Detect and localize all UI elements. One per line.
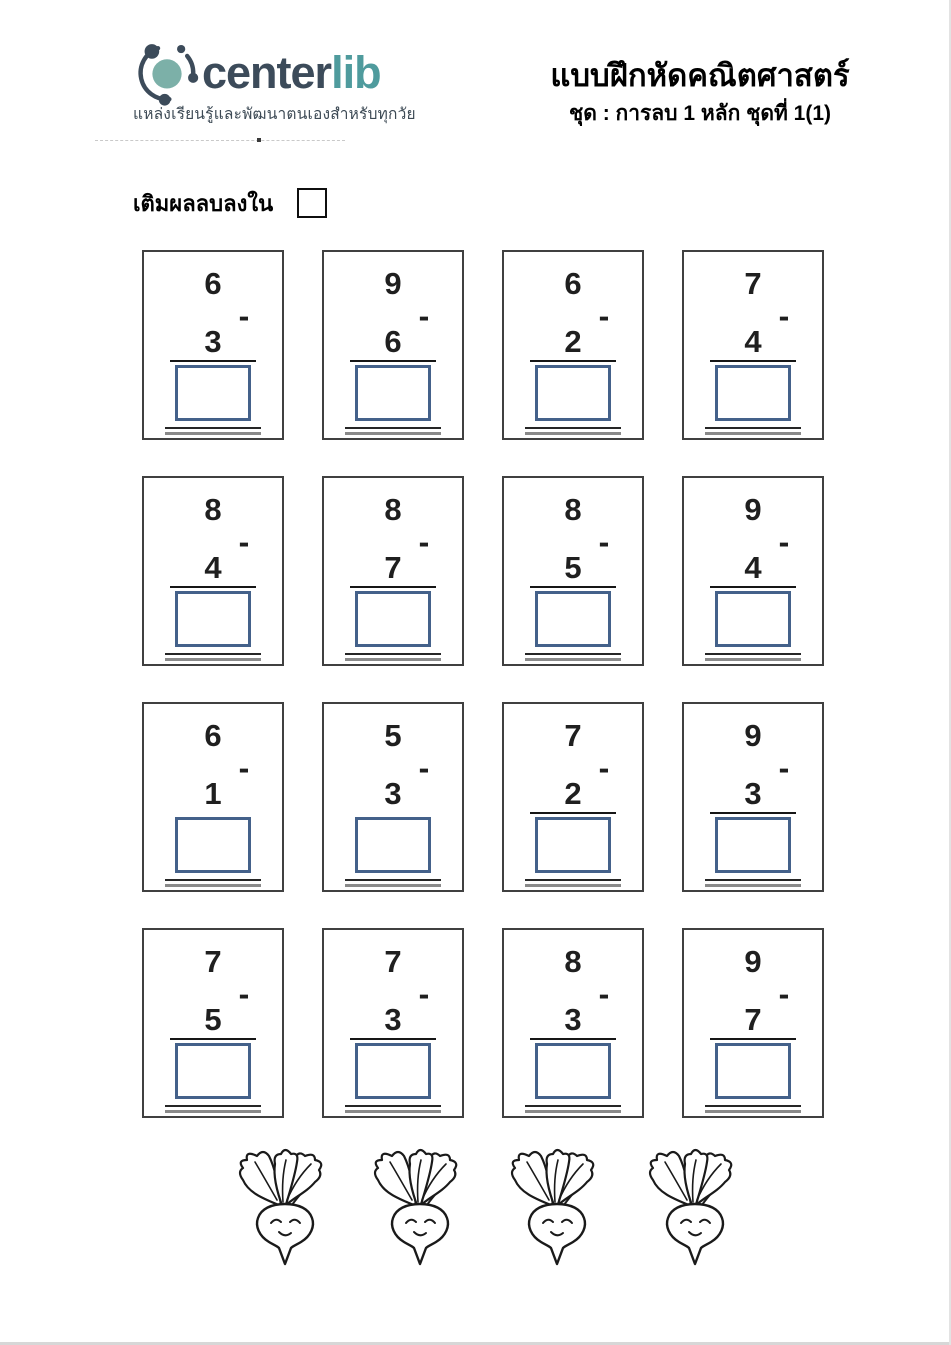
subtrahend: 4 [744, 324, 762, 359]
minus-sign: - [598, 298, 610, 334]
centerlib-logo-icon [128, 32, 206, 110]
subtraction-line [530, 360, 616, 362]
worksheet-subtitle: ชุด : การลบ 1 หลัก ชุดที่ 1(1) [568, 102, 832, 125]
result-double-line [345, 879, 441, 887]
subtraction-line [710, 812, 796, 814]
radish-illustration [503, 1148, 613, 1288]
minus-sign: - [238, 976, 250, 1012]
brand-lib: lib [331, 47, 381, 98]
minuend: 8 [564, 944, 582, 979]
minus-sign: - [778, 750, 790, 786]
radish-row [0, 1148, 951, 1293]
subtrahend: 5 [204, 1002, 222, 1037]
problem-card [682, 928, 824, 1118]
subtraction-line [170, 1038, 256, 1040]
result-double-line [165, 1105, 261, 1113]
subtrahend: 3 [204, 324, 222, 359]
minuend: 6 [204, 718, 222, 753]
title-block [480, 55, 920, 128]
minuend: 8 [384, 492, 402, 527]
minus-sign: - [778, 298, 790, 334]
minuend: 6 [204, 266, 222, 301]
minuend: 8 [564, 492, 582, 527]
subtrahend: 7 [384, 550, 402, 585]
problem-card [142, 702, 284, 892]
answer-box[interactable] [355, 365, 431, 421]
minuend: 9 [744, 944, 762, 979]
answer-box[interactable] [535, 1043, 611, 1099]
result-double-line [345, 1105, 441, 1113]
minuend: 9 [384, 266, 402, 301]
subtraction-line [170, 586, 256, 588]
answer-box[interactable] [175, 1043, 251, 1099]
answer-box[interactable] [715, 365, 791, 421]
brand-center: center [202, 47, 332, 98]
subtraction-line [530, 1038, 616, 1040]
subtraction-line [350, 1038, 436, 1040]
instruction-text: เติมผลลบลงใน [133, 190, 274, 216]
minus-sign: - [598, 750, 610, 786]
problem-card [682, 250, 824, 440]
result-double-line [525, 653, 621, 661]
radish-illustration [366, 1148, 476, 1288]
subtraction-line [530, 586, 616, 588]
minus-sign: - [778, 976, 790, 1012]
minus-sign: - [418, 976, 430, 1012]
subtrahend: 7 [744, 1002, 762, 1037]
minuend: 8 [204, 492, 222, 527]
problem-card [322, 476, 464, 666]
subtraction-line [170, 360, 256, 362]
minus-sign: - [238, 750, 250, 786]
minuend: 7 [384, 944, 402, 979]
answer-box[interactable] [715, 817, 791, 873]
minus-sign: - [418, 750, 430, 786]
answer-box[interactable] [535, 591, 611, 647]
result-double-line [165, 653, 261, 661]
answer-box[interactable] [715, 591, 791, 647]
result-double-line [345, 427, 441, 435]
subtraction-line [530, 812, 616, 814]
minuend: 9 [744, 718, 762, 753]
problem-card [322, 702, 464, 892]
result-double-line [525, 427, 621, 435]
answer-box[interactable] [175, 365, 251, 421]
problem-card [142, 250, 284, 440]
radish-illustration [641, 1148, 751, 1288]
problem-card [682, 702, 824, 892]
subtrahend: 6 [384, 324, 402, 359]
subtrahend: 3 [564, 1002, 582, 1037]
problems-grid [142, 250, 824, 1118]
result-double-line [705, 427, 801, 435]
subtrahend: 3 [384, 1002, 402, 1037]
problem-card [502, 928, 644, 1118]
result-double-line [705, 879, 801, 887]
problem-card [322, 250, 464, 440]
result-double-line [165, 427, 261, 435]
subtraction-line [710, 360, 796, 362]
minus-sign: - [238, 298, 250, 334]
result-double-line [345, 653, 441, 661]
subtrahend: 1 [204, 776, 222, 811]
brand-wordmark [202, 48, 381, 98]
answer-box[interactable] [535, 365, 611, 421]
subtraction-line [710, 586, 796, 588]
answer-box[interactable] [355, 591, 431, 647]
minus-sign: - [418, 524, 430, 560]
worksheet-title: แบบฝึกหัดคณิตศาสตร์ [550, 58, 850, 93]
answer-box[interactable] [355, 1043, 431, 1099]
problem-card [502, 476, 644, 666]
minus-sign: - [778, 524, 790, 560]
instruction-sample-box [297, 188, 327, 218]
minus-sign: - [238, 524, 250, 560]
minuend: 6 [564, 266, 582, 301]
subtrahend: 3 [384, 776, 402, 811]
subtrahend: 5 [564, 550, 582, 585]
minus-sign: - [598, 524, 610, 560]
faint-scan-line [95, 140, 345, 141]
minuend: 7 [204, 944, 222, 979]
answer-box[interactable] [355, 817, 431, 873]
result-double-line [705, 653, 801, 661]
result-double-line [165, 879, 261, 887]
subtraction-line [350, 586, 436, 588]
problem-card [502, 250, 644, 440]
radish-illustration [231, 1148, 341, 1288]
answer-box[interactable] [175, 817, 251, 873]
problem-card [322, 928, 464, 1118]
result-double-line [525, 1105, 621, 1113]
minuend: 7 [564, 718, 582, 753]
answer-box[interactable] [535, 817, 611, 873]
answer-box[interactable] [715, 1043, 791, 1099]
subtraction-line [710, 1038, 796, 1040]
minuend: 9 [744, 492, 762, 527]
subtrahend: 3 [744, 776, 762, 811]
minus-sign: - [418, 298, 430, 334]
result-double-line [705, 1105, 801, 1113]
scan-dot [257, 138, 261, 142]
subtrahend: 2 [564, 324, 582, 359]
subtrahend: 2 [564, 776, 582, 811]
result-double-line [525, 879, 621, 887]
problem-card [142, 928, 284, 1118]
minus-sign: - [598, 976, 610, 1012]
problem-card [502, 702, 644, 892]
instruction-row [133, 186, 273, 220]
minuend: 5 [384, 718, 402, 753]
subtraction-line [350, 360, 436, 362]
problem-card [682, 476, 824, 666]
answer-box[interactable] [175, 591, 251, 647]
problem-card [142, 476, 284, 666]
subtrahend: 4 [744, 550, 762, 585]
brand-tagline: แหล่งเรียนรู้และพัฒนาตนเองสำหรับทุกวัย [133, 106, 416, 123]
subtrahend: 4 [204, 550, 222, 585]
minuend: 7 [744, 266, 762, 301]
